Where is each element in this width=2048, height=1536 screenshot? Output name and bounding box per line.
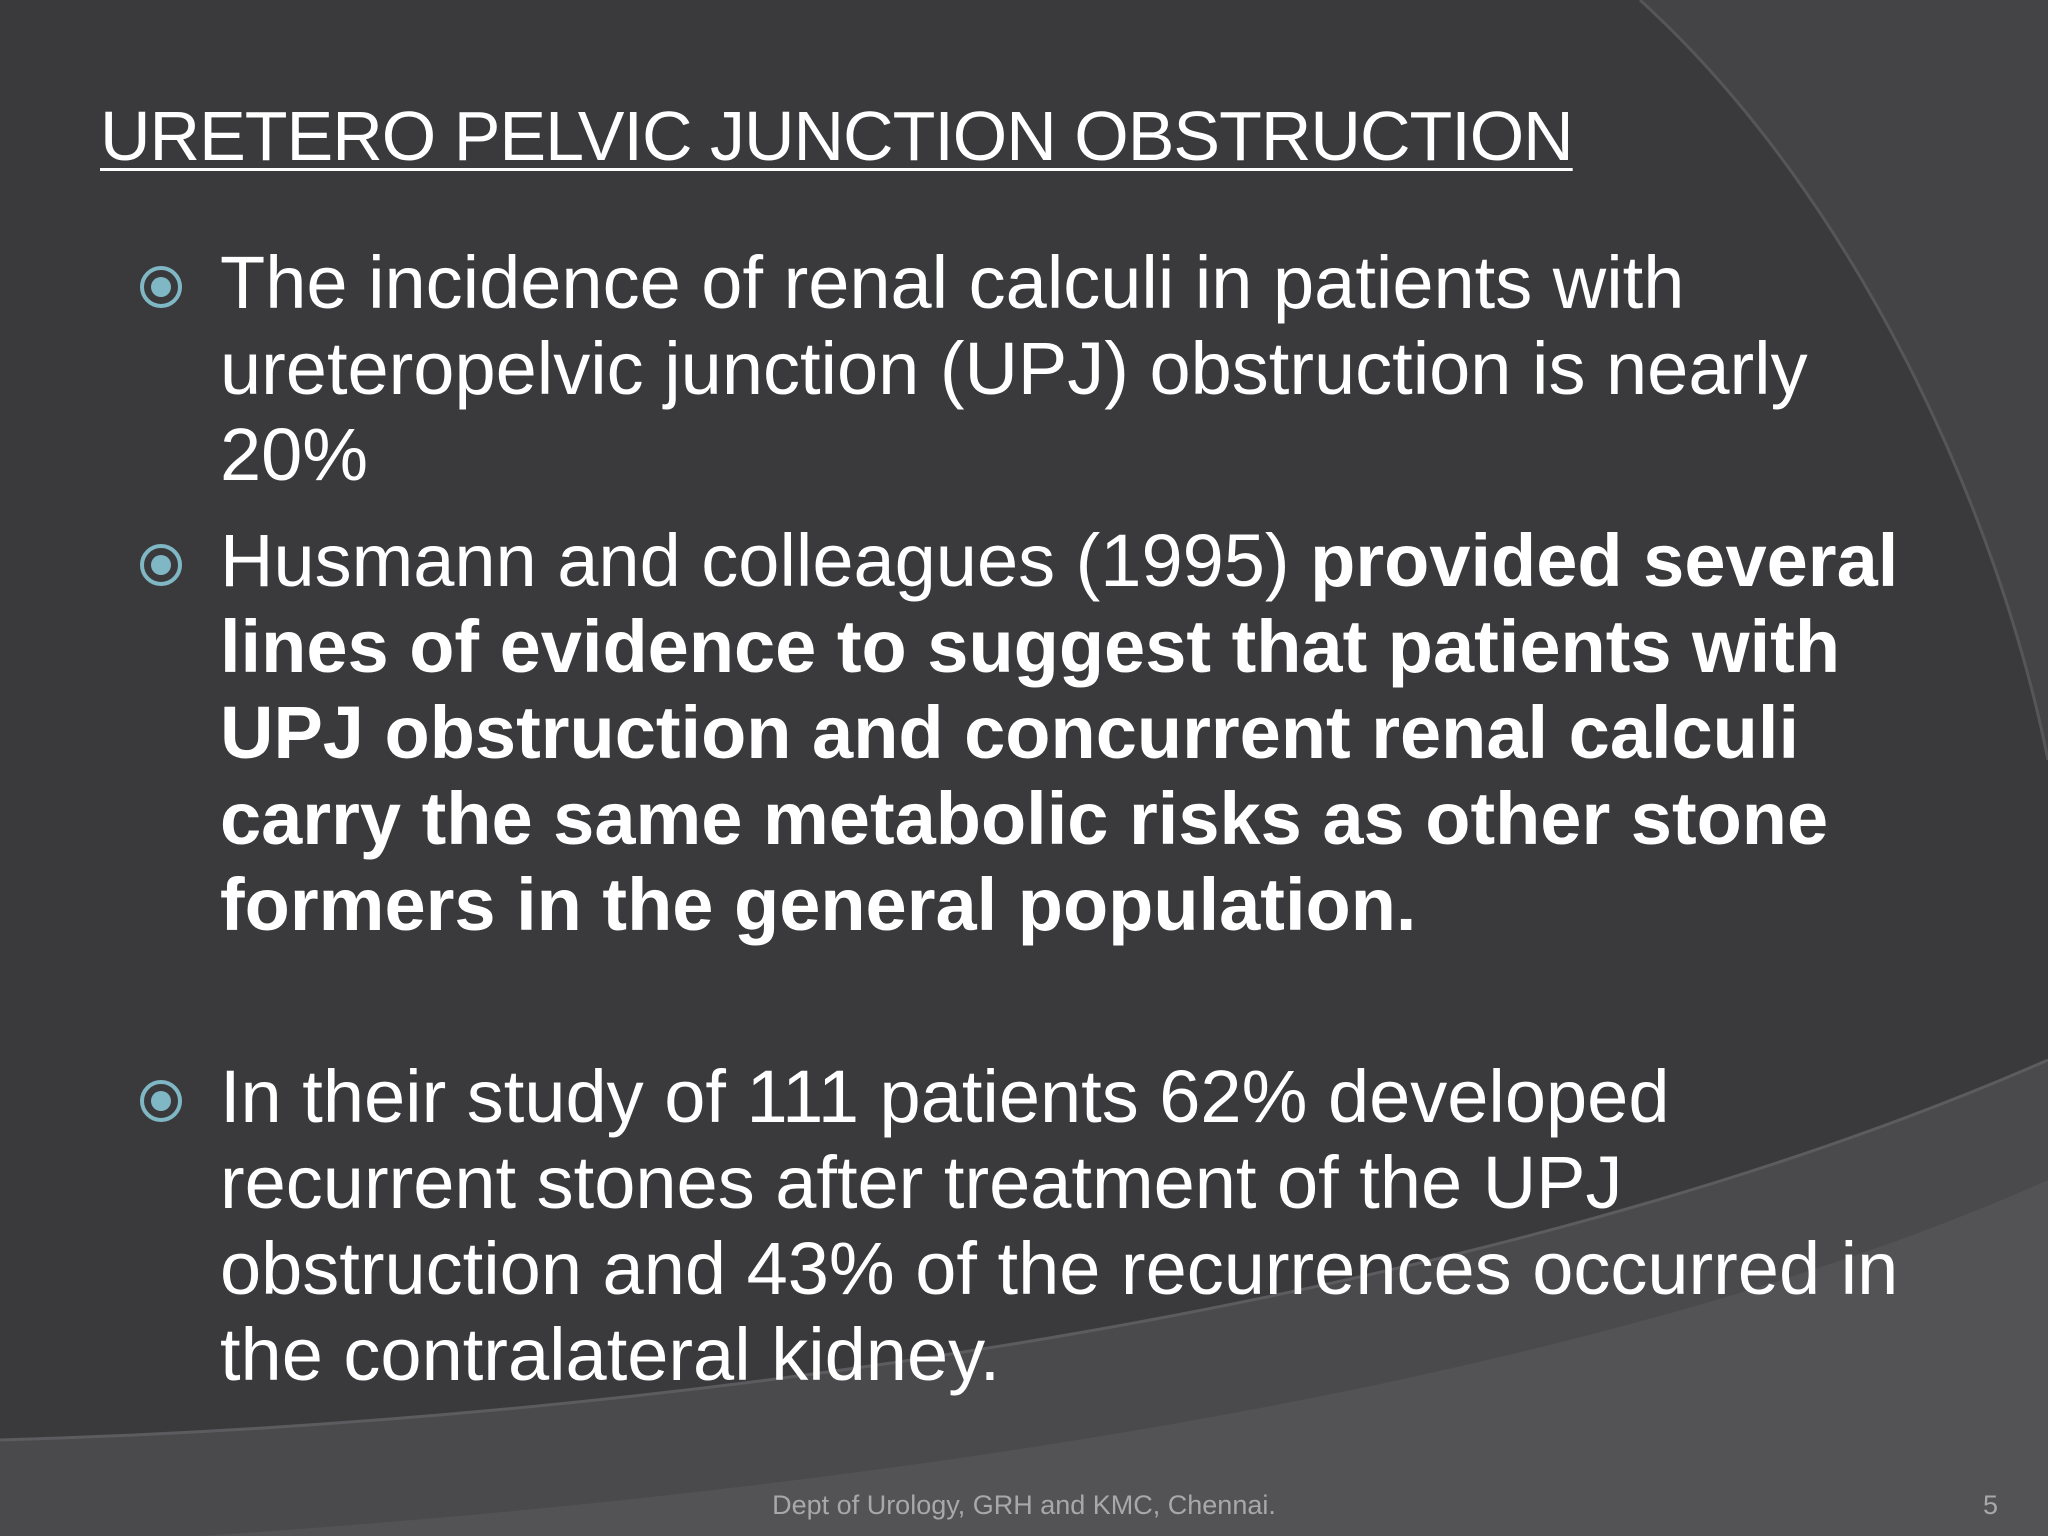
bullet-text: Husmann and colleagues (1995) (220, 519, 1311, 602)
circle-dot-icon (138, 1078, 184, 1124)
circle-dot-icon (138, 264, 184, 310)
circle-dot-icon (138, 542, 184, 588)
bullet-item (220, 518, 1940, 948)
bullet-text: In their study of 111 patients 62% developed recurrent stones after treatment of the UPJ obstruction and 43% of the recurrences occurred in the contralateral kidney. (220, 1055, 1899, 1396)
bullet-item (220, 1054, 1940, 1398)
slide-footer: Dept of Urology, GRH and KMC, Chennai. (772, 1490, 1276, 1520)
bullet-item (220, 240, 1940, 498)
bullet-text-bold: provided several lines of evidence to suggest that patients with UPJ obstruction and concurrent renal calculi carry the same metabolic risks as other stone formers in the general population. (220, 519, 1899, 946)
slide-title: URETERO PELVIC JUNCTION OBSTRUCTION (100, 97, 1573, 175)
page-number: 5 (1982, 1490, 1998, 1520)
bullet-text: The incidence of renal calculi in patients with ureteropelvic junction (UPJ) obstruction is nearly 20% (220, 241, 1808, 496)
